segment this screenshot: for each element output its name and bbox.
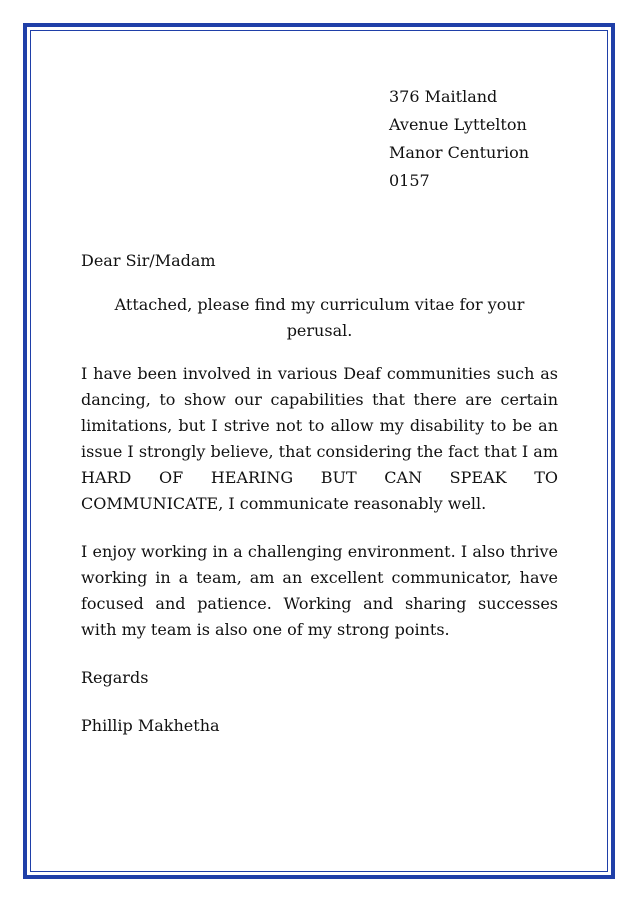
sender-address [389,83,529,195]
signature: Phillip Makhetha [81,716,220,735]
paragraph-experience: I have been involved in various Deaf communities such as dancing, to show our capabilities that there are certain limitations, but I strive not to allow my disability to be an issue I strongly believe, that considering the fact that I am HARD OF HEARING BUT CAN SPEAK TO COMMUNICATE, I communicate reasonably well. [81,364,558,513]
letter-body [81,248,558,739]
intro-paragraph: Attached, please find my curriculum vitae for your perusal. [114,295,525,340]
address-line-2: Avenue Lyttelton [389,115,527,134]
address-line-4: 0157 [389,171,430,190]
closing: Regards [81,668,149,687]
paragraph-strengths: I enjoy working in a challenging environment. I also thrive working in a team, am an excellent communicator, have focused and patience. Working and sharing successes with my team is also one of my strong points. [81,542,558,639]
address-line-1: 376 Maitland [389,87,498,106]
address-line-3: Manor Centurion [389,143,530,162]
salutation: Dear Sir/Madam [81,251,216,270]
